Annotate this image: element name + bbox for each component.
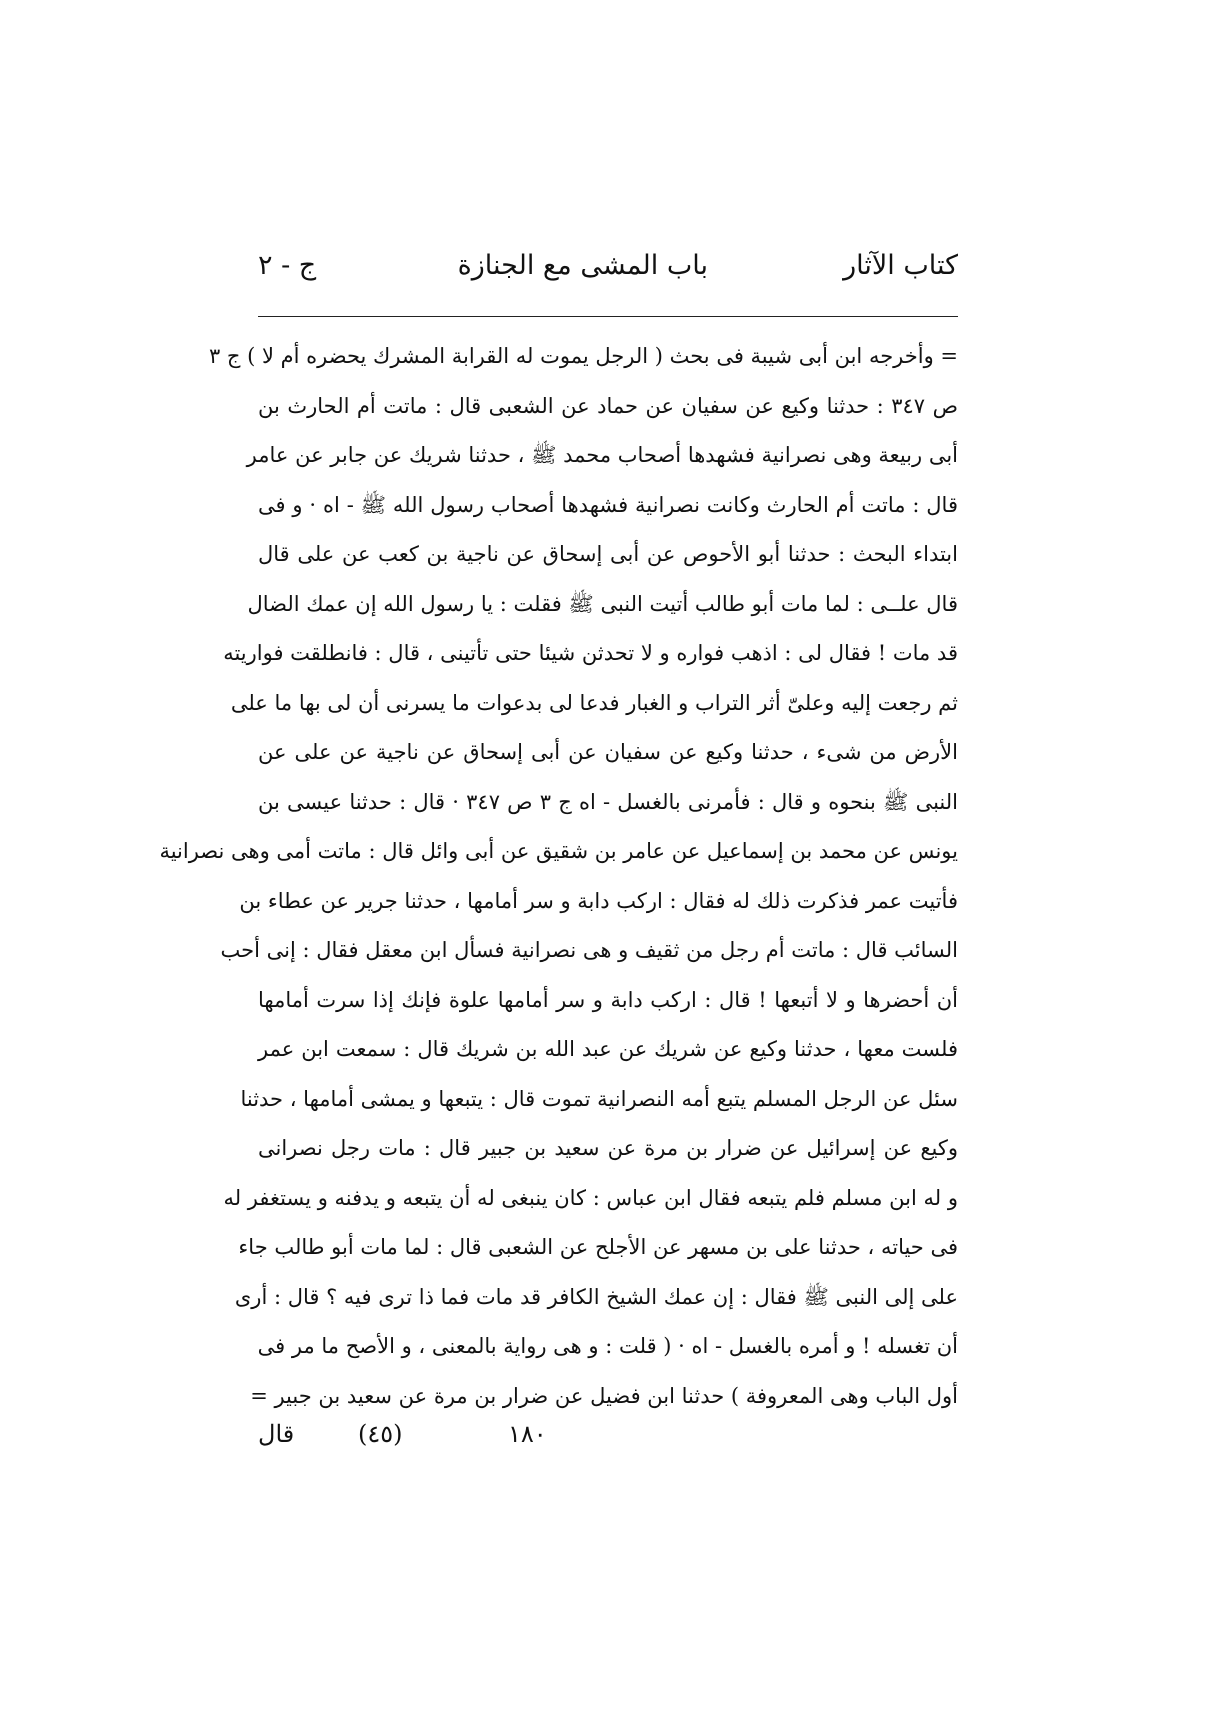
text-line: أن أحضرها و لا أتبعها ! قال : اركب دابة و سر أمامها علوة فإنك إذا سرت أمامها <box>258 987 958 1012</box>
text-line: فلست معها ، حدثنا وكيع عن شريك عن عبد الله بن شريك قال : سمعت ابن عمر <box>258 1037 958 1061</box>
text-line: وكيع عن إسرائيل عن ضرار بن مرة عن سعيد بن جبير قال : مات رجل نصرانى <box>258 1136 958 1160</box>
text-line: ابتداء البحث : حدثنا أبو الأحوص عن أبى إسحاق عن ناجية بن كعب عن على قال <box>258 542 958 566</box>
text-line: أن تغسله ! و أمره بالغسل - اه · ( قلت : و هى رواية بالمعنى ، و الأصح ما مر فى <box>257 1334 958 1358</box>
text-line: أول الباب وهى المعروفة ) حدثنا ابن فضيل عن ضرار بن مرة عن سعيد بن جبير = <box>250 1383 958 1408</box>
text-line: أبى ربيعة وهى نصرانية فشهدها أصحاب محمد ﷺ ، حدثنا شريك عن جابر عن عامر <box>246 443 958 467</box>
text-line: ص ٣٤٧ : حدثنا وكيع عن سفيان عن حماد عن الشعبى قال : ماتت أم الحارث بن <box>258 393 958 418</box>
text-line: على إلى النبى ﷺ فقال : إن عمك الشيخ الكافر قد مات فما ذا ترى فيه ؟ قال : أرى <box>234 1284 958 1309</box>
volume-number: ج - ٢ <box>258 250 317 281</box>
text-line: و له ابن مسلم فلم يتبعه فقال ابن عباس : كان ينبغى له أن يتبعه و يدفنه و يستغفر له <box>223 1185 958 1210</box>
text-line: السائب قال : ماتت أم رجل من ثقيف و هى نصرانية فسأل ابن معقل فقال : إنى أحب <box>220 938 958 962</box>
book-title: كتاب الآثار <box>843 250 958 281</box>
header-divider <box>258 316 958 317</box>
text-line: ثم رجعت إليه وعلىّ أثر التراب و الغبار فدعا لى بدعوات ما يسرنى أن لى بها ما على <box>230 690 958 715</box>
signature-mark: (٤٥) <box>358 1420 403 1448</box>
page-number: ١٨٠ <box>508 1420 547 1448</box>
text-line: = وأخرجه ابن أبى شيبة فى بحث ( الرجل يموت له القرابة المشرك يحضره أم لا ) ج ٣ <box>208 344 958 368</box>
text-line: قد مات ! فقال لى : اذهب فواره و لا تحدثن شيئا حتى تأتينى ، قال : فانطلقت فواريته <box>223 641 958 665</box>
text-line: الأرض من شىء ، حدثنا وكيع عن سفيان عن أبى إسحاق عن ناجية عن على عن <box>258 740 958 764</box>
text-line: قال : ماتت أم الحارث وكانت نصرانية فشهدها أصحاب رسول الله ﷺ - اه · و فى <box>258 492 958 517</box>
chapter-title: باب المشى مع الجنازة <box>457 250 708 281</box>
page-header <box>258 250 958 298</box>
text-line: النبى ﷺ بنحوه و قال : فأمرنى بالغسل - اه ج ٣ ص ٣٤٧ · قال : حدثنا عيسى بن <box>258 789 958 814</box>
text-line: قال علــى : لما مات أبو طالب أتيت النبى ﷺ فقلت : يا رسول الله إن عمك الضال <box>247 591 958 616</box>
page-footer <box>258 1420 958 1460</box>
text-line: يونس عن محمد بن إسماعيل عن عامر بن شقيق عن أبى وائل قال : ماتت أمى وهى نصرانية <box>159 839 958 863</box>
text-line: فأتيت عمر فذكرت ذلك له فقال : اركب دابة و سر أمامها ، حدثنا جرير عن عطاء بن <box>239 888 958 913</box>
text-line: سئل عن الرجل المسلم يتبع أمه النصرانية تموت قال : يتبعها و يمشى أمامها ، حدثنا <box>240 1086 958 1111</box>
body-text <box>159 332 958 1421</box>
text-line: فى حياته ، حدثنا على بن مسهر عن الأجلح عن الشعبى قال : لما مات أبو طالب جاء <box>238 1235 958 1259</box>
catchword: قال <box>258 1420 295 1448</box>
